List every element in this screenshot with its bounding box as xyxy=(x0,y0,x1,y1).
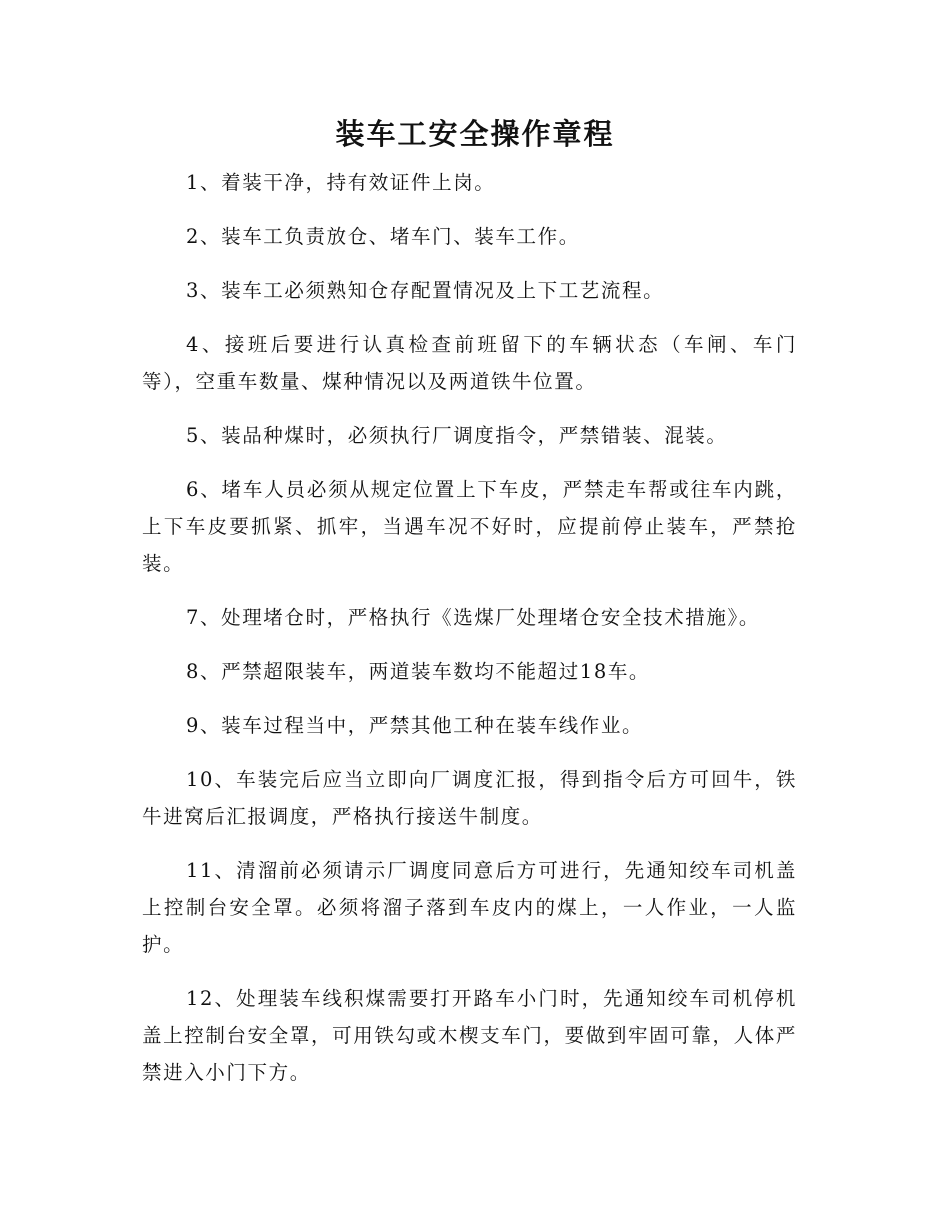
rule-paragraph-1: 1、着装干净，持有效证件上岗。 xyxy=(186,171,496,194)
rule-paragraph-9: 9、装车过程当中，严禁其他工种在装车线作业。 xyxy=(186,714,644,737)
document-title: 装车工安全操作章程 xyxy=(335,117,615,151)
rule-paragraph-6: 6、堵车人员必须从规定位置上下车皮，严禁走车帮或往车内跳，上下车皮要抓紧、抓牢，当遇车况不好时，应提前停止装车，严禁抢装。 xyxy=(142,478,797,575)
rule-paragraph-3: 3、装车工必须熟知仓存配置情况及上下工艺流程。 xyxy=(186,279,665,302)
rule-paragraph-8: 8、严禁超限装车，两道装车数均不能超过18车。 xyxy=(186,660,651,683)
rule-paragraph-4: 4、接班后要进行认真检查前班留下的车辆状态（车闸、车门等），空重车数量、煤种情况以及两道铁牛位置。 xyxy=(142,333,797,393)
rule-paragraph-7: 7、处理堵仓时，严格执行《选煤厂处理堵仓安全技术措施》。 xyxy=(186,606,760,629)
rule-paragraph-5: 5、装品种煤时，必须执行厂调度指令，严禁错装、混装。 xyxy=(186,424,728,447)
rule-paragraph-10: 10、车装完后应当立即向厂调度汇报，得到指令后方可回牛，铁牛进窝后汇报调度，严格执行接送牛制度。 xyxy=(142,768,797,828)
document-body xyxy=(142,164,797,1108)
rule-paragraph-11: 11、清溜前必须请示厂调度同意后方可进行，先通知绞车司机盖上控制台安全罩。必须将溜子落到车皮内的煤上，一人作业，一人监护。 xyxy=(142,859,797,956)
rule-paragraph-2: 2、装车工负责放仓、堵车门、装车工作。 xyxy=(186,225,580,248)
rule-paragraph-12: 12、处理装车线积煤需要打开路车小门时，先通知绞车司机停机盖上控制台安全罩，可用铁勾或木楔支车门，要做到牢固可靠，人体严禁进入小门下方。 xyxy=(142,987,797,1084)
